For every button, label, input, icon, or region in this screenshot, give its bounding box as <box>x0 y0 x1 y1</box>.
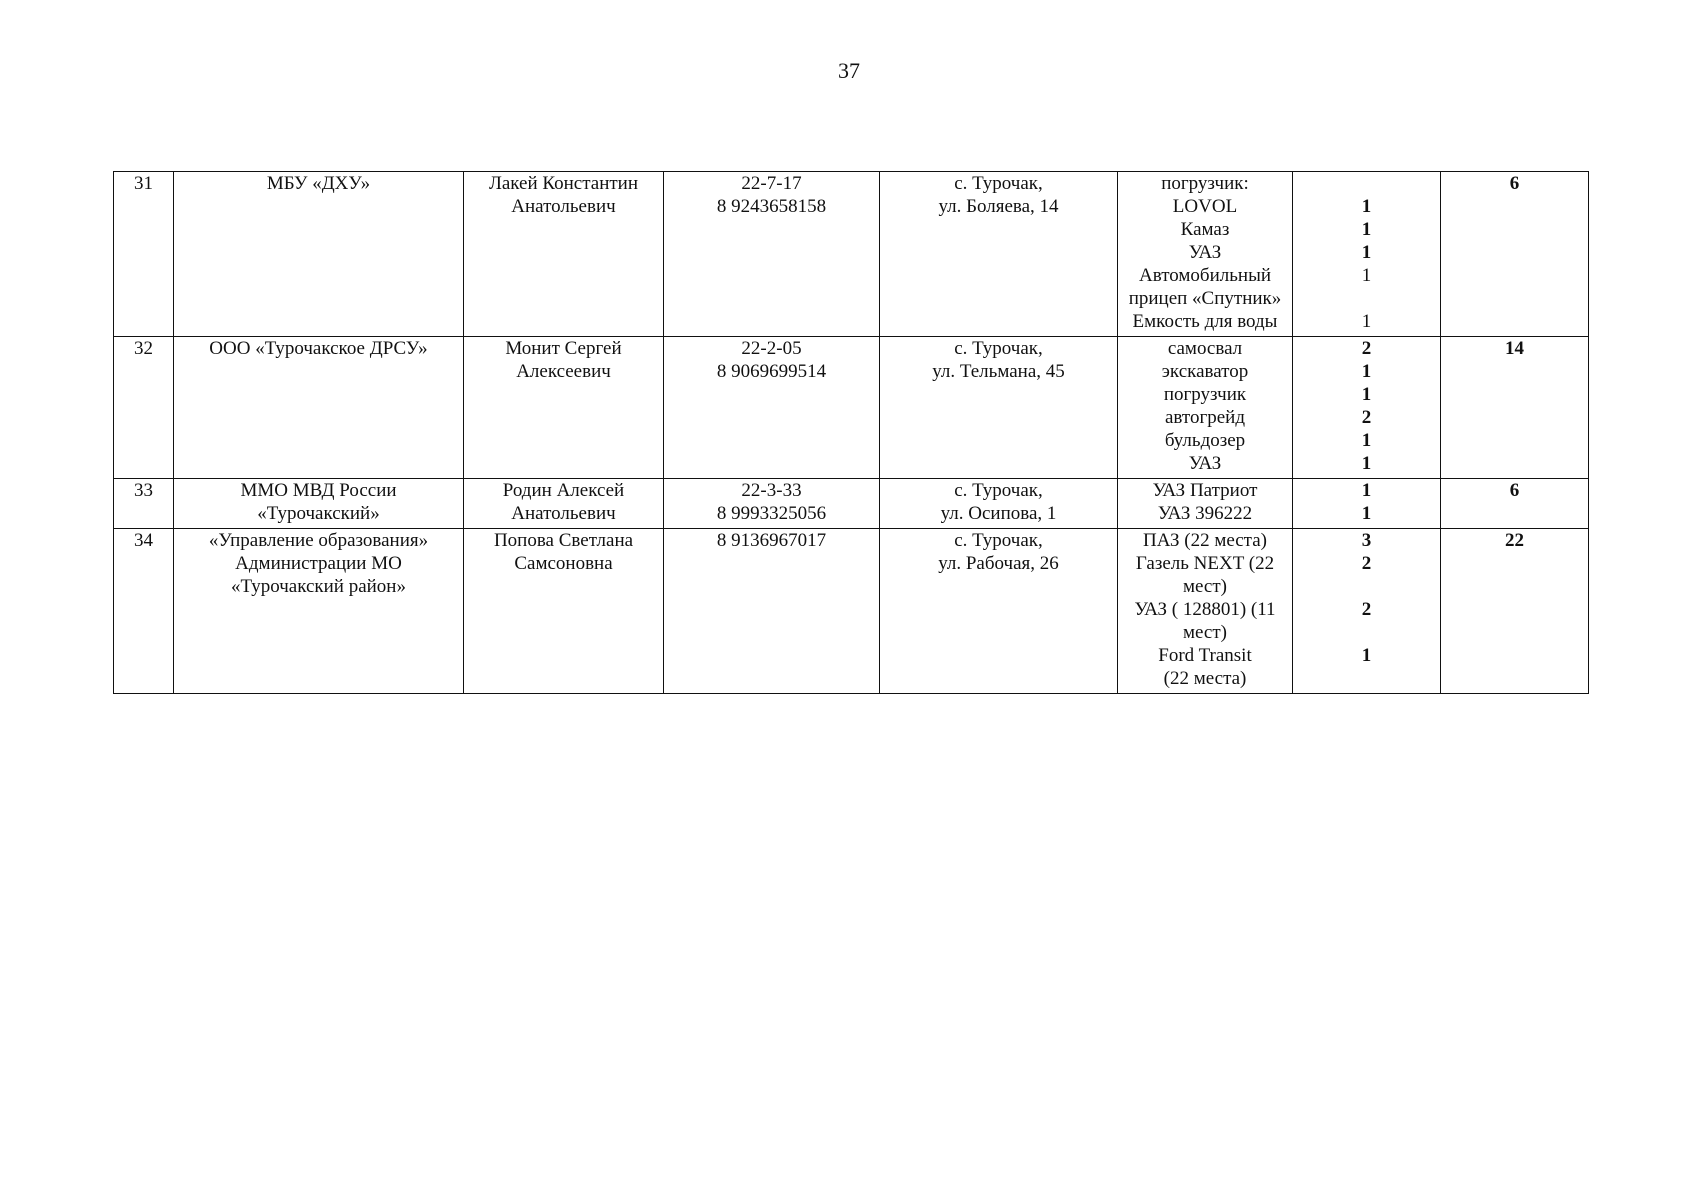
equipment-line: Автомобильный <box>1138 265 1272 286</box>
quantity-line: 1 <box>1361 311 1372 332</box>
address-line: ул. Осипова, 1 <box>940 503 1057 524</box>
table-row <box>114 479 1589 529</box>
person-line: Монит Сергей <box>505 338 622 359</box>
equipment-line: Камаз <box>1180 219 1230 240</box>
phone-line: 8 9243658158 <box>716 196 827 217</box>
organization-line: «Турочакский район» <box>231 576 406 597</box>
equipment-line: УАЗ <box>1188 453 1222 474</box>
phone-line: 22-2-05 <box>741 338 802 359</box>
address-line: с. Турочак, <box>954 338 1043 359</box>
phone-line: 8 9136967017 <box>716 530 827 551</box>
responsible-person-cell <box>464 479 664 529</box>
address-line: с. Турочак, <box>954 173 1043 194</box>
phone-line: 8 9993325056 <box>716 503 827 524</box>
equipment-line: погрузчик <box>1163 384 1247 405</box>
equipment-cell <box>1118 479 1293 529</box>
equipment-line: (22 места) <box>1163 668 1247 689</box>
responsible-person-cell <box>464 172 664 337</box>
equipment-line: экскаватор <box>1161 361 1249 382</box>
quantity-line: 1 <box>1361 645 1372 666</box>
equipment-line: погрузчик: <box>1161 173 1249 194</box>
equipment-line: Емкость для воды <box>1132 311 1278 332</box>
quantity-line <box>1296 621 1437 644</box>
table-row <box>114 529 1589 694</box>
equipment-line: LOVOL <box>1172 196 1238 217</box>
equipment-line: прицеп «Спутник» <box>1128 288 1282 309</box>
phone-cell <box>664 529 880 694</box>
quantity-line: 1 <box>1361 196 1372 217</box>
address-cell <box>880 337 1118 479</box>
person-line: Анатольевич <box>511 196 616 217</box>
vehicles-table <box>113 171 1589 694</box>
quantity-line: 1 <box>1361 265 1372 286</box>
table-row <box>114 172 1589 337</box>
equipment-line: мест) <box>1183 576 1227 597</box>
equipment-line: УАЗ ( 128801) (11 <box>1134 599 1276 620</box>
equipment-line: УАЗ 396222 <box>1157 503 1253 524</box>
quantity-line: 2 <box>1361 553 1372 574</box>
equipment-line: самосвал <box>1167 338 1243 359</box>
organization-line: Администрации МО <box>235 553 402 574</box>
equipment-line: УАЗ <box>1188 242 1222 263</box>
equipment-cell <box>1118 172 1293 337</box>
quantity-line: 2 <box>1361 407 1372 428</box>
equipment-line: Газель NEXT (22 <box>1135 553 1275 574</box>
responsible-person-cell <box>464 529 664 694</box>
equipment-line: ПАЗ (22 места) <box>1143 530 1267 551</box>
phone-cell <box>664 337 880 479</box>
address-line: ул. Рабочая, 26 <box>938 553 1059 574</box>
total-cell: 6 <box>1441 172 1589 337</box>
address-line: ул. Боляева, 14 <box>938 196 1059 217</box>
equipment-line: Ford Transit <box>1158 645 1252 666</box>
address-cell <box>880 479 1118 529</box>
person-line: Лакей Константин <box>488 173 639 194</box>
quantity-line: 1 <box>1361 242 1372 263</box>
person-line: Родин Алексей <box>502 480 625 501</box>
table-row <box>114 337 1589 479</box>
phone-cell <box>664 479 880 529</box>
organization-line: «Управление образования» <box>208 530 429 551</box>
quantity-line: 1 <box>1361 219 1372 240</box>
phone-line: 8 9069699514 <box>716 361 827 382</box>
equipment-line: УАЗ Патриот <box>1152 480 1258 501</box>
address-line: с. Турочак, <box>954 530 1043 551</box>
row-number: 34 <box>114 529 174 694</box>
page-number: 37 <box>838 58 860 83</box>
address-cell <box>880 529 1118 694</box>
total-cell: 14 <box>1441 337 1589 479</box>
organization-cell <box>174 479 464 529</box>
quantity-line: 1 <box>1361 453 1372 474</box>
quantity-line: 2 <box>1361 338 1372 359</box>
organization-line: «Турочакский» <box>257 503 380 524</box>
person-line: Самсоновна <box>514 553 613 574</box>
address-line: ул. Тельмана, 45 <box>932 361 1065 382</box>
row-number: 32 <box>114 337 174 479</box>
row-number: 31 <box>114 172 174 337</box>
person-line: Алексеевич <box>516 361 611 382</box>
responsible-person-cell <box>464 337 664 479</box>
quantity-line: 1 <box>1361 480 1372 501</box>
equipment-cell <box>1118 529 1293 694</box>
total-cell: 22 <box>1441 529 1589 694</box>
quantity-line: 2 <box>1361 599 1372 620</box>
phone-line: 22-3-33 <box>741 480 802 501</box>
quantity-line: 1 <box>1361 361 1372 382</box>
phone-line: 22-7-17 <box>741 173 802 194</box>
equipment-line: автогрейд <box>1164 407 1246 428</box>
quantity-line <box>1296 667 1437 690</box>
organization-cell <box>174 529 464 694</box>
quantity-line: 1 <box>1361 430 1372 451</box>
person-line: Попова Светлана <box>493 530 634 551</box>
equipment-line: мест) <box>1183 622 1227 643</box>
organization-line: МБУ «ДХУ» <box>266 173 371 194</box>
quantity-line <box>1296 575 1437 598</box>
quantity-line: 1 <box>1361 384 1372 405</box>
quantity-cell <box>1293 337 1441 479</box>
address-cell <box>880 172 1118 337</box>
row-number: 33 <box>114 479 174 529</box>
total-cell: 6 <box>1441 479 1589 529</box>
organization-line: ММО МВД России <box>240 480 397 501</box>
organization-cell <box>174 172 464 337</box>
quantity-line <box>1296 287 1437 310</box>
organization-cell <box>174 337 464 479</box>
quantity-cell <box>1293 529 1441 694</box>
quantity-cell <box>1293 172 1441 337</box>
person-line: Анатольевич <box>511 503 616 524</box>
quantity-cell <box>1293 479 1441 529</box>
organization-line: ООО «Турочакское ДРСУ» <box>209 338 428 359</box>
quantity-line: 1 <box>1361 503 1372 524</box>
equipment-cell <box>1118 337 1293 479</box>
equipment-line: бульдозер <box>1164 430 1246 451</box>
phone-cell <box>664 172 880 337</box>
address-line: с. Турочак, <box>954 480 1043 501</box>
quantity-line: 3 <box>1361 530 1372 551</box>
quantity-line <box>1296 172 1437 195</box>
